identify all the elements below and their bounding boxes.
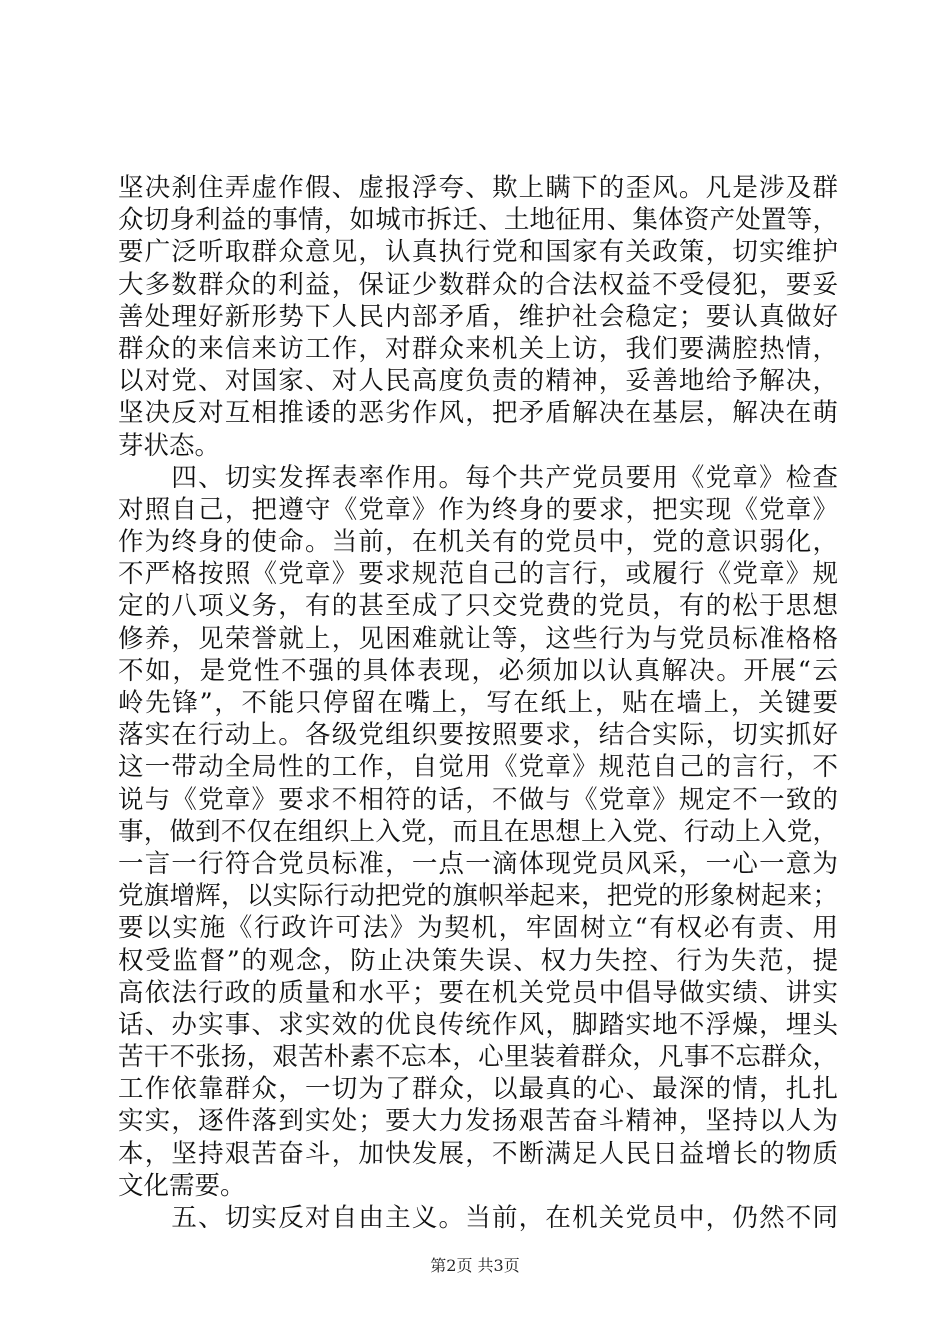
text-line: 文化需要。 [118,1170,246,1201]
text-line: 工作依靠群众，一切为了群众，以最真的心、最深的情，扎扎 [118,1074,838,1105]
text-line: 话、办实事、求实效的优良传统作风，脚踏实地不浮燥，埋头 [118,1009,838,1040]
text-line: 说与《党章》要求不相符的话，不做与《党章》规定不一致的 [118,784,838,815]
text-line: 一言一行符合党员标准，一点一滴体现党员风采，一心一意为 [118,848,838,879]
text-line: 这一带动全局性的工作，自觉用《党章》规范自己的言行，不 [118,752,838,783]
text-line: 岭先锋”，不能只停留在嘴上，写在纸上，贴在墙上，关键要 [118,688,838,718]
text-line: 群众的来信来访工作，对群众来机关上访，我们要满腔热情， [118,333,838,364]
text-line: 苦干不张扬，艰苦朴素不忘本，心里装着群众，凡事不忘群众， [118,1042,838,1073]
text-line: 善处理好新形势下人民内部矛盾，维护社会稳定；要认真做好 [118,301,838,332]
text-line: 要广泛听取群众意见，认真执行党和国家有关政策，切实维护 [118,237,838,268]
text-line: 对照自己，把遵守《党章》作为终身的要求，把实现《党章》 [118,494,838,525]
text-line: 坚决刹住弄虚作假、虚报浮夸、欺上瞒下的歪风。凡是涉及群 [118,173,838,203]
text-line: 高依法行政的质量和水平；要在机关党员中倡导做实绩、讲实 [118,977,838,1008]
text-line: 坚决反对互相推诿的恶劣作风，把矛盾解决在基层，解决在萌 [118,398,838,429]
text-line: 芽状态。 [118,430,221,461]
text-line: 权受监督”的观念，防止决策失误、权力失控、行为失范，提 [118,945,838,976]
text-line: 众切身利益的事情，如城市拆迁、土地征用、集体资产处置等， [118,205,838,236]
text-line: 大多数群众的利益，保证少数群众的合法权益不受侵犯，要妥 [118,269,838,300]
body-text [118,172,838,1234]
text-line: 事，做到不仅在组织上入党，而且在思想上入党、行动上入党， [118,816,838,847]
text-line: 作为终身的使命。当前，在机关有的党员中，党的意识弱化， [118,527,838,558]
text-line: 定的八项义务，有的甚至成了只交党费的党员，有的松于思想 [118,591,838,622]
text-line: 四、切实发挥表率作用。每个共产党员要用《党章》检查 [118,462,838,493]
text-line: 实实，逐件落到实处；要大力发扬艰苦奋斗精神，坚持以人为 [118,1106,838,1137]
text-line: 党旗增辉，以实际行动把党的旗帜举起来，把党的形象树起来； [118,881,838,912]
text-line: 不如，是党性不强的具体表现，必须加以认真解决。开展“云 [118,655,838,686]
text-line: 以对党、对国家、对人民高度负责的精神，妥善地给予解决， [118,366,838,397]
text-line: 本，坚持艰苦奋斗，加快发展，不断满足人民日益增长的物质 [118,1138,838,1169]
text-line: 不严格按照《党章》要求规范自己的言行，或履行《党章》规 [118,559,838,590]
text-line: 修养，见荣誉就上，见困难就让等，这些行为与党员标准格格 [118,623,838,654]
text-line: 要以实施《行政许可法》为契机，牢固树立“有权必有责、用 [118,913,838,944]
page-footer: 第2页 共3页 [430,1256,520,1275]
text-line: 五、切实反对自由主义。当前，在机关党员中，仍然不同 [118,1203,838,1233]
text-line: 落实在行动上。各级党组织要按照要求，结合实际，切实抓好 [118,720,838,751]
